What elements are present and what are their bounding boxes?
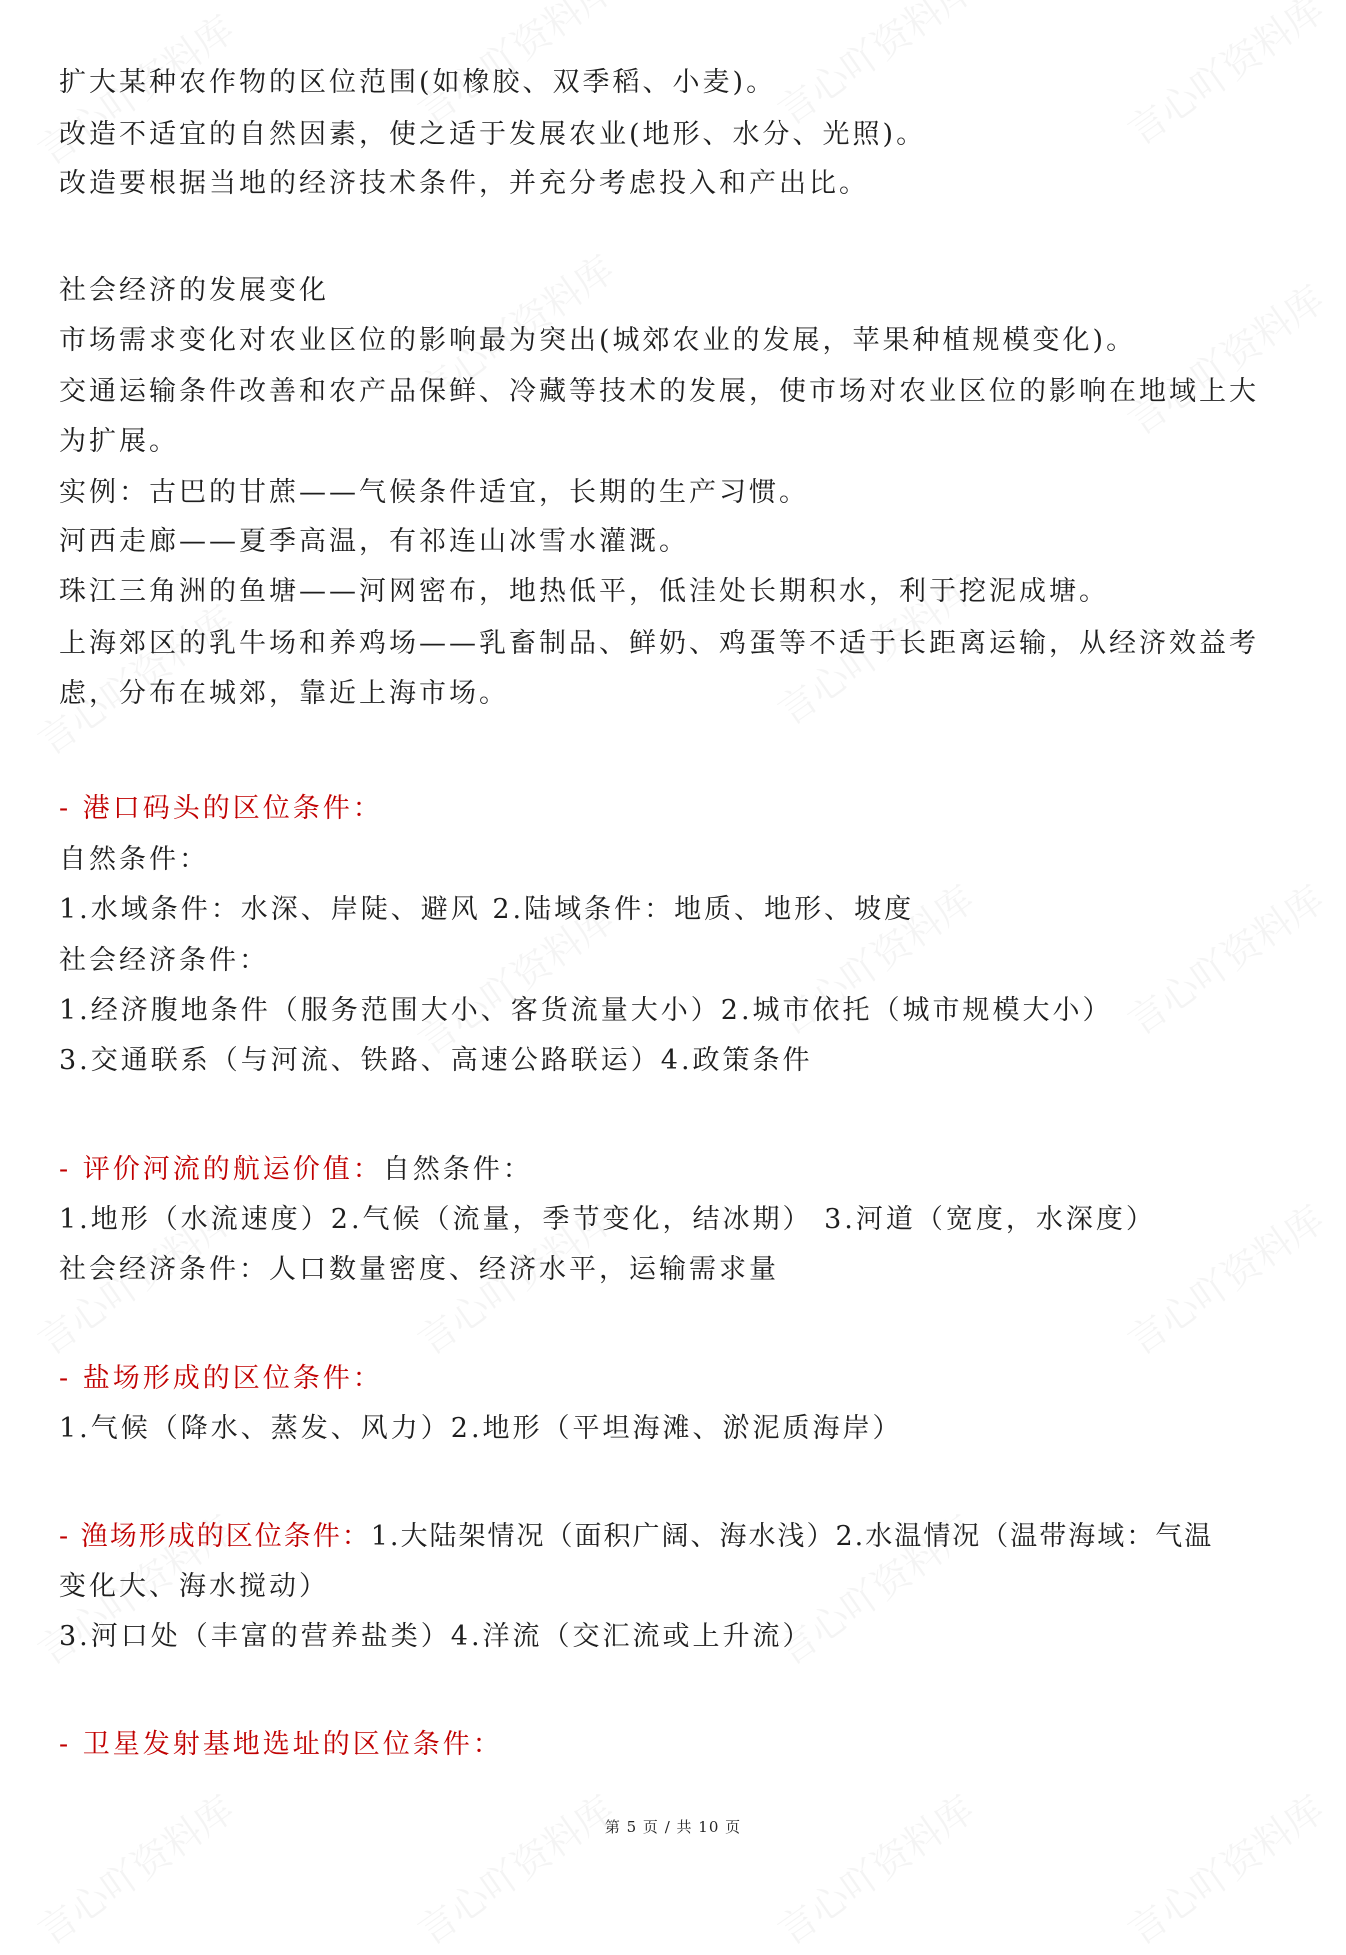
section-heading-salt: - 盐场形成的区位条件： <box>59 1363 383 1394</box>
paragraph-line: 3.交通联系（与河流、铁路、高速公路联运）4.政策条件 <box>59 1045 813 1076</box>
heading-tail: 1.大陆架情况（面积广阔、海水浅）2.水温情况（温带海域：气温 <box>370 1521 1214 1552</box>
section-heading-fishery-line <box>59 1517 1213 1557</box>
section-heading-port: - 港口码头的区位条件： <box>59 793 383 824</box>
watermark <box>1115 1780 1333 1955</box>
paragraph-line: 改造不适宜的自然因素，使之适于发展农业(地形、水分、光照)。 <box>59 119 927 150</box>
paragraph-line: 河西走廊——夏季高温，有祁连山冰雪水灌溉。 <box>59 526 689 557</box>
heading-tail: 自然条件： <box>382 1154 533 1185</box>
watermark <box>1115 870 1333 1046</box>
paragraph-line: 上海郊区的乳牛场和养鸡场——乳畜制品、鲜奶、鸡蛋等不适于长距离运输，从经济效益考 <box>59 628 1259 659</box>
paragraph-line: 社会经济条件：人口数量密度、经济水平，运输需求量 <box>59 1254 779 1285</box>
page-number: 第 5 页 / 共 10 页 <box>604 1818 742 1836</box>
watermark <box>405 1780 623 1955</box>
section-heading-satellite: - 卫星发射基地选址的区位条件： <box>59 1729 503 1760</box>
paragraph-line: 扩大某种农作物的区位范围(如橡胶、双季稻、小麦)。 <box>59 67 777 98</box>
paragraph-line: 1.地形（水流速度）2.气候（流量，季节变化，结冰期） 3.河道（宽度，水深度） <box>59 1204 1156 1235</box>
paragraph-line: 社会经济的发展变化 <box>59 275 329 306</box>
watermark <box>1115 0 1333 155</box>
paragraph-line: 改造要根据当地的经济技术条件，并充分考虑投入和产出比。 <box>59 168 869 199</box>
paragraph-line: 交通运输条件改善和农产品保鲜、冷藏等技术的发展，使市场对农业区位的影响在地域上大 <box>59 376 1259 407</box>
paragraph-line: 为扩展。 <box>59 426 179 457</box>
paragraph-line: 1.经济腹地条件（服务范围大小、客货流量大小）2.城市依托（城市规模大小） <box>59 995 1113 1026</box>
section-heading-river: - 评价河流的航运价值： <box>59 1154 383 1185</box>
section-heading-fishery: - 渔场形成的区位条件： <box>59 1521 371 1552</box>
watermark <box>25 1780 243 1955</box>
paragraph-line: 实例：古巴的甘蔗——气候条件适宜，长期的生产习惯。 <box>59 477 809 508</box>
paragraph-line: 市场需求变化对农业区位的影响最为突出(城郊农业的发展，苹果种植规模变化)。 <box>59 325 1137 356</box>
paragraph-line: 珠江三角洲的鱼塘——河网密布，地热低平，低洼处长期积水，利于挖泥成塘。 <box>59 576 1109 607</box>
watermark <box>1115 270 1333 446</box>
paragraph-line: 自然条件： <box>59 844 209 875</box>
paragraph-line: 虑，分布在城郊，靠近上海市场。 <box>59 678 509 709</box>
paragraph-line: 1.气候（降水、蒸发、风力）2.地形（平坦海滩、淤泥质海岸） <box>59 1413 903 1444</box>
paragraph-line: 变化大、海水搅动） <box>59 1571 329 1602</box>
section-heading-river-line <box>59 1150 533 1190</box>
paragraph-line: 社会经济条件： <box>59 945 269 976</box>
watermark <box>765 1780 983 1955</box>
paragraph-line: 1.水域条件：水深、岸陡、避风 2.陆域条件：地质、地形、坡度 <box>59 894 915 925</box>
paragraph-line: 3.河口处（丰富的营养盐类）4.洋流（交汇流或上升流） <box>59 1621 813 1652</box>
